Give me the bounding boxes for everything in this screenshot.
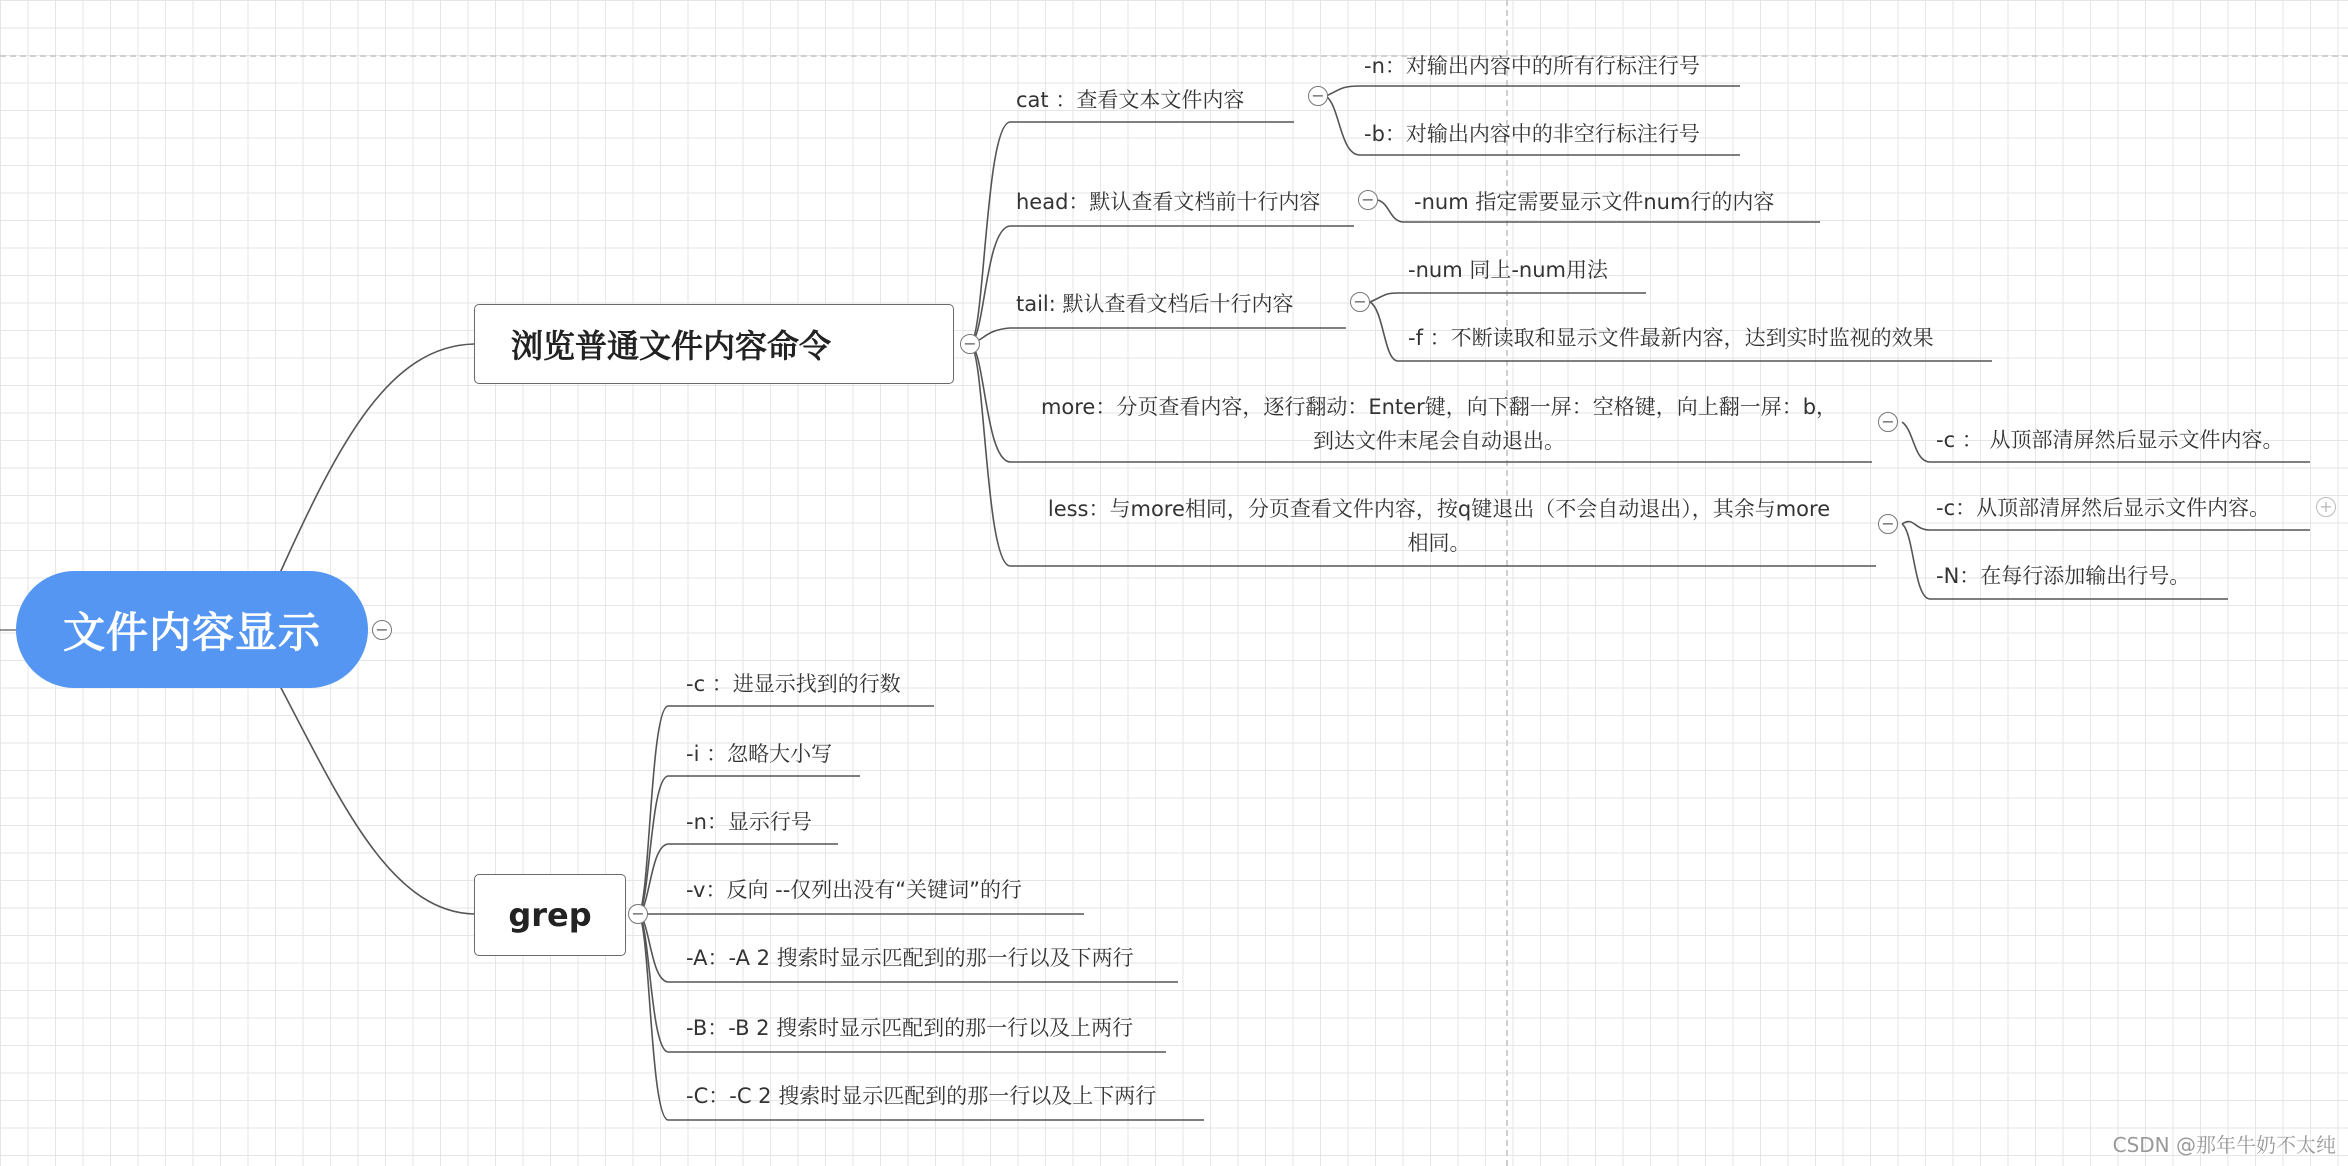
more-collapse-toggle[interactable]: −	[1878, 412, 1898, 432]
topic-more-line1: more：分页查看内容，逐行翻动：Enter键，向下翻一屏：空格键，向上翻一屏：b，	[1040, 395, 1838, 419]
connector-root-grep	[280, 686, 474, 914]
branch-browse-label: 浏览普通文件内容命令	[511, 327, 832, 365]
topic-grep-C[interactable]: -C：-C 2 搜索时显示匹配到的那一行以及上下两行	[686, 1084, 1157, 1108]
topic-grep-n[interactable]: -n：显示行号	[686, 810, 812, 834]
tail-collapse-toggle[interactable]: −	[1350, 292, 1370, 312]
branch-browse-commands[interactable]	[474, 304, 954, 384]
topic-tail-num[interactable]: -num 同上-num用法	[1408, 258, 1608, 282]
branch-grep-label: grep	[508, 896, 592, 934]
topic-less-N[interactable]: -N：在每行添加输出行号。	[1936, 564, 2191, 588]
topic-less-line2: 相同。	[1407, 531, 1471, 555]
connector-browse-head	[970, 226, 1354, 344]
topic-grep-v[interactable]: -v：反向 --仅列出没有“关键词”的行	[686, 878, 1023, 902]
topic-less[interactable]	[1014, 492, 1864, 560]
topic-grep-A[interactable]: -A：-A 2 搜索时显示匹配到的那一行以及下两行	[686, 946, 1134, 970]
branch-grep[interactable]	[474, 874, 626, 956]
root-collapse-toggle[interactable]: −	[372, 620, 392, 640]
topic-cat[interactable]: cat ：查看文本文件内容	[1016, 88, 1245, 112]
connector-tail-num	[1370, 293, 1646, 302]
topic-more[interactable]	[1014, 390, 1864, 458]
root-topic[interactable]: 文件内容显示	[16, 571, 368, 688]
head-collapse-toggle[interactable]: −	[1358, 190, 1378, 210]
connector-cat-n	[1326, 86, 1740, 96]
watermark: CSDN @那年牛奶不太纯	[2112, 1133, 2336, 1157]
topic-grep-B[interactable]: -B：-B 2 搜索时显示匹配到的那一行以及上两行	[686, 1016, 1134, 1040]
connector-less-c	[1902, 522, 2310, 530]
topic-more-c[interactable]: -c ： 从顶部清屏然后显示文件内容。	[1936, 428, 2284, 452]
connector-browse-tail	[970, 328, 1346, 344]
topic-head-num[interactable]: -num 指定需要显示文件num行的内容	[1414, 190, 1775, 214]
topic-cat-n[interactable]: -n：对输出内容中的所有行标注行号	[1364, 54, 1700, 78]
less-collapse-toggle[interactable]: −	[1878, 514, 1898, 534]
cat-collapse-toggle[interactable]: −	[1308, 86, 1328, 106]
topic-grep-c[interactable]: -c ：进显示找到的行数	[686, 672, 901, 696]
grep-collapse-toggle[interactable]: −	[628, 904, 648, 924]
topic-cat-b[interactable]: -b：对输出内容中的非空行标注行号	[1364, 122, 1700, 146]
less-c-expand-toggle[interactable]: +	[2316, 497, 2336, 517]
topic-head[interactable]: head：默认查看文档前十行内容	[1016, 190, 1321, 214]
connector-root-browse	[280, 344, 474, 573]
topic-tail-f[interactable]: -f ：不断读取和显示文件最新内容，达到实时监视的效果	[1408, 326, 1934, 350]
topic-less-line1: less：与more相同，分页查看文件内容，按q键退出（不会自动退出），其余与more	[1047, 497, 1831, 521]
topic-tail[interactable]: tail: 默认查看文档后十行内容	[1016, 292, 1294, 316]
browse-collapse-toggle[interactable]: −	[960, 334, 980, 354]
topic-grep-i[interactable]: -i ：忽略大小写	[686, 742, 833, 766]
topic-less-c[interactable]: -c：从顶部清屏然后显示文件内容。	[1936, 496, 2271, 520]
topic-more-line2: 到达文件末尾会自动退出。	[1313, 429, 1565, 453]
